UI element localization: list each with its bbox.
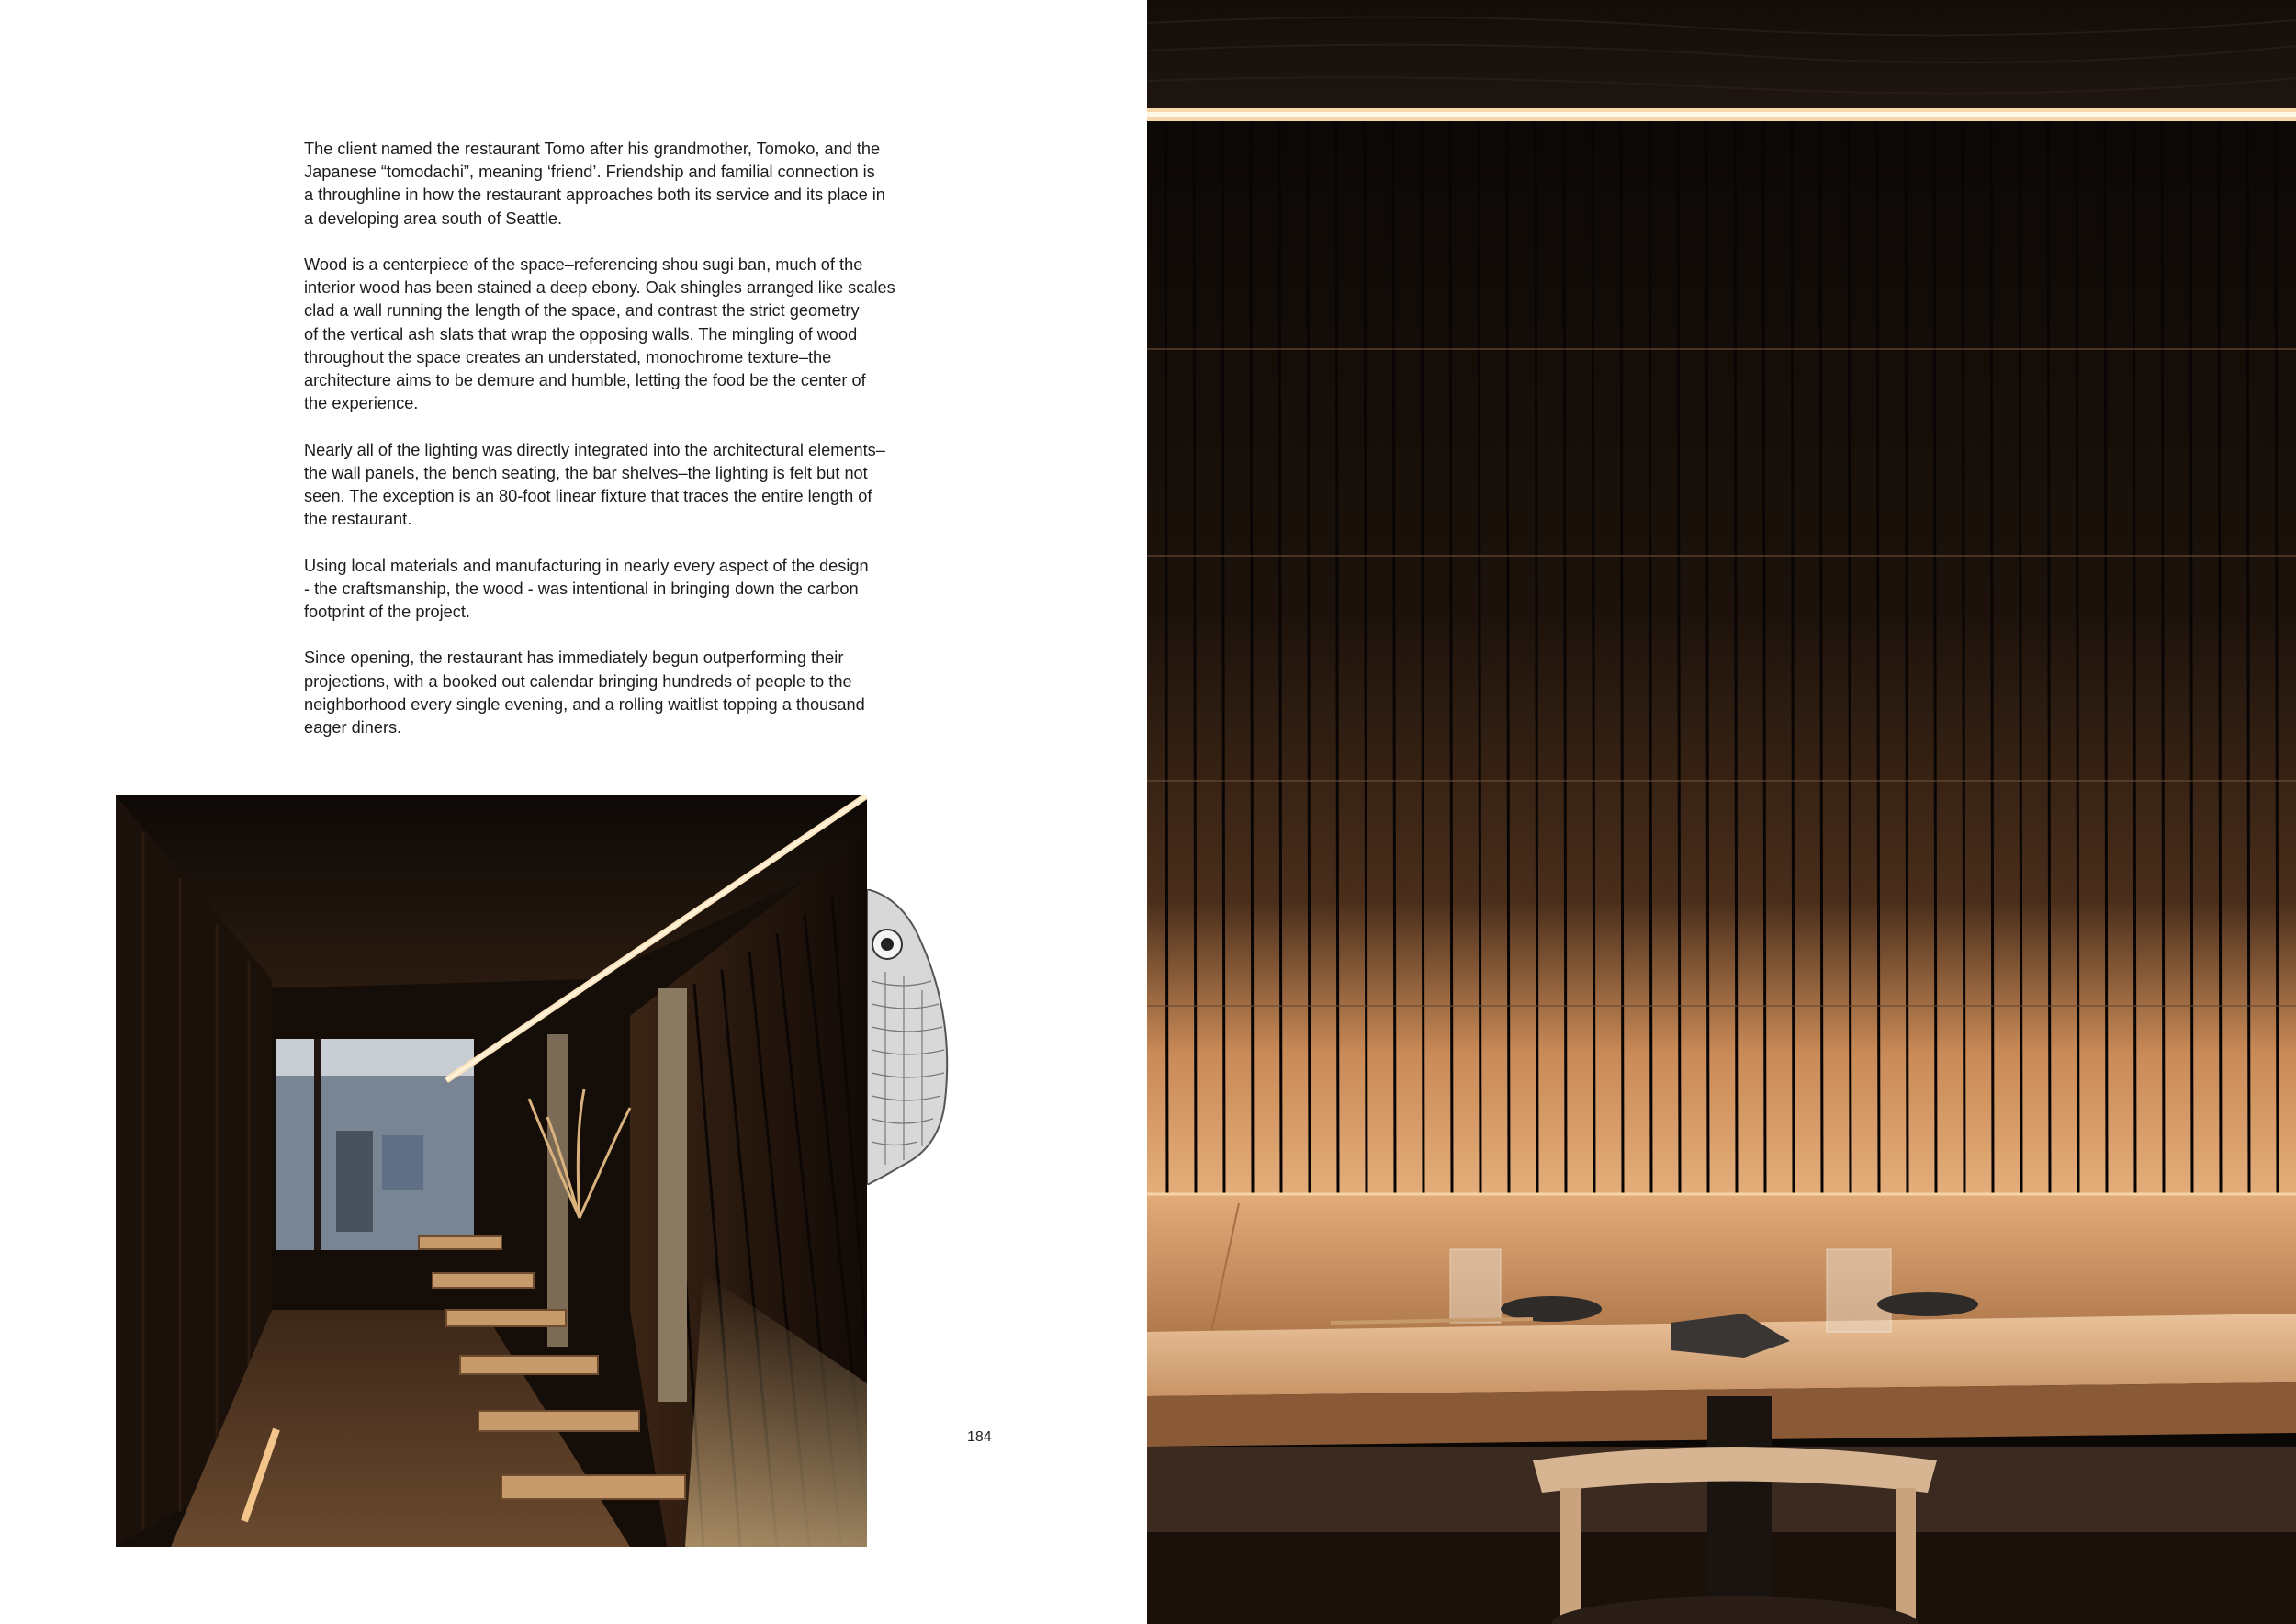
page-number: 184	[967, 1429, 992, 1445]
fish-illustration	[867, 889, 959, 1185]
left-page	[0, 0, 1147, 1624]
restaurant-interior-photo	[116, 795, 867, 1547]
paragraph-4: Using local materials and manufacturing in nearly every aspect of the design - the craftsmanship, the wood - was intentional in bringing down the carbon footprint of the project.	[304, 556, 869, 622]
wood-wall-table-photo	[1147, 0, 2296, 1624]
paragraph-2: Wood is a centerpiece of the space–referencing shou sugi ban, much of the interior wood has been stained a deep ebony. Oak shingles arranged like scales clad a wall running the length of the space, and contrast the strict geometry of the vertical ash slats that wrap the opposing walls. The mingling of wood throughout the space creates an understated, monochrome texture–the architecture aims to be demure and humble, letting the food be the center of the experience.	[304, 255, 895, 413]
paragraph-1: The client named the restaurant Tomo after his grandmother, Tomoko, and the Japanese “tomodachi”, meaning ‘friend’. Friendship and familial connection is a throughline in how the restaurant approaches both its service and its place in a developing area south of Seattle.	[304, 140, 885, 228]
paragraph-5: Since opening, the restaurant has immediately begun outperforming their projections, with a booked out calendar bringing hundreds of people to the neighborhood every single evening, and a rolling waitlist topping a thousand eager diners.	[304, 648, 865, 738]
paragraph-3: Nearly all of the lighting was directly integrated into the architectural elements– the wall panels, the bench seating, the bar shelves–the lighting is felt but not seen. The exception is an 80-foot linear fixture that traces the entire length of the restaurant.	[304, 440, 885, 529]
article-body	[304, 138, 947, 762]
